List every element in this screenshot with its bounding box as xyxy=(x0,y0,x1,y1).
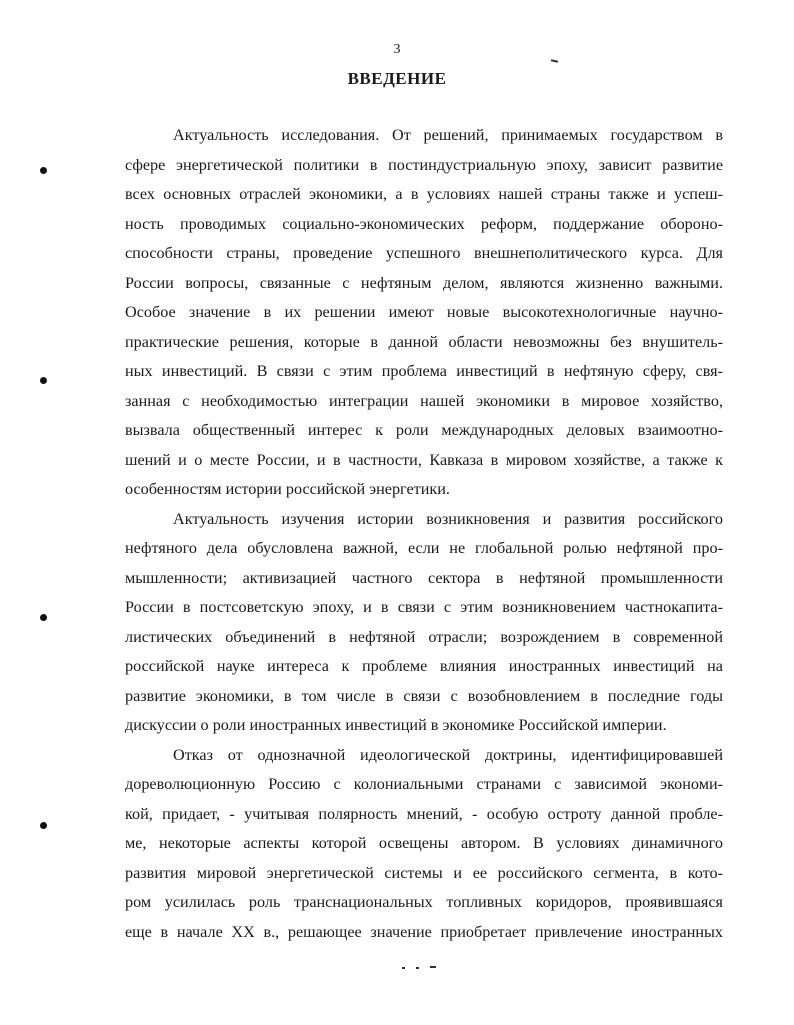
text-line: России вопросы, связанные с нефтяным делом, являются жизненно важными. xyxy=(125,273,723,292)
text-line: особенностям истории российской энергетики. xyxy=(125,480,450,498)
scan-speck xyxy=(416,967,419,969)
text-line: вызвала общественный интерес к роли международных деловых взаимоотно- xyxy=(125,421,723,439)
text-line: мышленности; активизацией частного сектора в нефтяной промышленности xyxy=(125,568,723,587)
text-line: Актуальность исследования. От решений, принимаемых государством в xyxy=(173,126,723,144)
text-line: кой, придает, - учитывая полярность мнений, - особую остроту данной пробле- xyxy=(125,804,723,823)
text-line: ром усилилась роль транснациональных топливных коридоров, проявившаяся xyxy=(125,893,723,911)
punch-hole-mark xyxy=(40,822,47,829)
text-line: ме, некоторые аспекты которой освещены автором. В условиях динамичного xyxy=(125,834,723,852)
text-line: шений и о месте России, и в частности, Кавказа в мировом хозяйстве, а также к xyxy=(125,450,723,469)
text-line: нефтяного дела обусловлена важной, если не глобальной ролью нефтяной про- xyxy=(125,539,723,557)
text-line: всех основных отраслей экономики, а в условиях нашей страны также и успеш- xyxy=(125,185,723,203)
paragraph xyxy=(125,741,723,948)
text-line: листических объединений в нефтяной отрасли; возрождением в современной xyxy=(125,627,723,646)
paragraph xyxy=(125,121,723,505)
text-line: Актуальность изучения истории возникновения и развития российского xyxy=(173,509,723,528)
page-title: ВВЕДЕНИЕ xyxy=(347,69,447,88)
scan-speck xyxy=(402,967,405,969)
text-line: Особое значение в их решении имеют новые высокотехнологичные научно- xyxy=(125,303,723,321)
text-line: сфере энергетической политики в постиндустриальную эпоху, зависит развитие xyxy=(125,155,723,174)
text-line: дискуссии о роли иностранных инвестиций в экономике Российской империи. xyxy=(125,716,667,734)
punch-hole-mark xyxy=(40,377,47,384)
text-line: развития мировой энергетической системы и ее российского сегмента, в кото- xyxy=(125,863,723,882)
scan-speck xyxy=(430,966,436,968)
text-line: ных инвестиций. В связи с этим проблема инвестиций в нефтяную сферу, свя- xyxy=(125,362,723,380)
text-line: Отказ от однозначной идеологической доктрины, идентифицировавшей xyxy=(173,745,723,764)
text-line: ность проводимых социально-экономических реформ, поддержание обороно- xyxy=(125,214,723,233)
punch-hole-mark xyxy=(40,167,47,174)
text-line: практические решения, которые в данной области невозможны без внушитель- xyxy=(125,332,723,351)
page-number: 3 xyxy=(393,42,401,57)
text-line: российской науке интереса к проблеме влияния иностранных инвестиций на xyxy=(125,657,723,675)
text-line: способности страны, проведение успешного внешнеполитического курса. Для xyxy=(125,244,723,262)
text-line: России в постсоветскую эпоху, и в связи с этим возникновением частнокапита- xyxy=(125,598,723,616)
text-line: развитие экономики, в том числе в связи с возобновлением в последние годы xyxy=(125,686,723,705)
paragraph xyxy=(125,505,723,741)
text-line: занная с необходимостью интеграции нашей экономики в мировое хозяйство, xyxy=(125,391,723,410)
body-text xyxy=(125,121,723,947)
text-line: еще в начале XX в., решающее значение приобретает привлечение иностранных xyxy=(125,922,723,941)
text-line: дореволюционную Россию с колониальными странами с зависимой экономи- xyxy=(125,775,723,793)
punch-hole-mark xyxy=(40,614,47,621)
scan-speck xyxy=(551,59,558,62)
